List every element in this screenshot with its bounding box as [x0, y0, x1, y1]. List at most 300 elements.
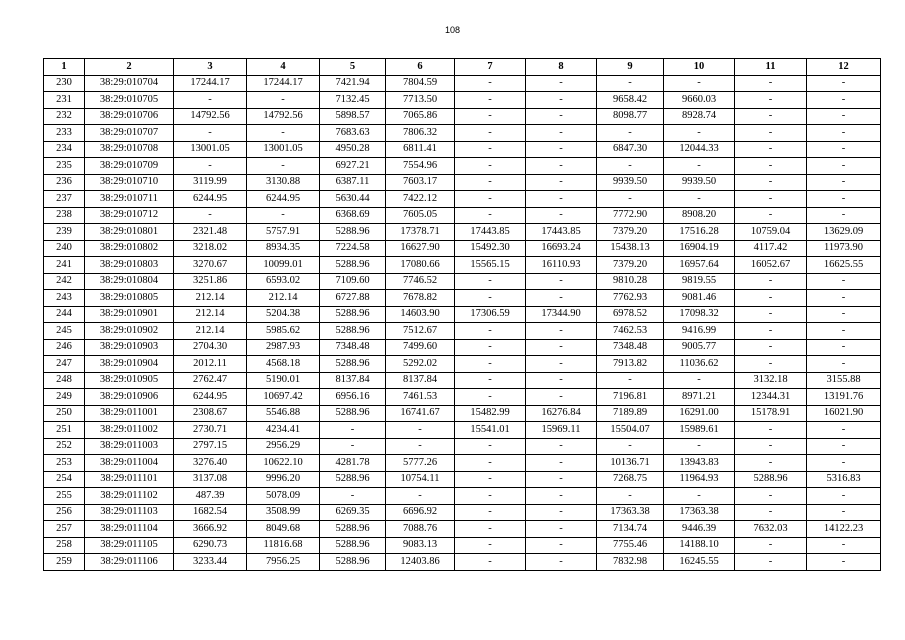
table-cell: - [455, 108, 526, 125]
table-cell: - [526, 75, 597, 92]
data-table [43, 58, 881, 571]
table-cell: 247 [44, 356, 85, 373]
table-cell: - [597, 75, 664, 92]
table-cell: - [735, 455, 807, 472]
table-cell: 16245.55 [664, 554, 735, 571]
table-cell: 233 [44, 125, 85, 142]
table-cell: 38:29:010711 [85, 191, 174, 208]
table-cell: - [247, 158, 320, 175]
table-cell: 251 [44, 422, 85, 439]
table-cell: - [455, 372, 526, 389]
table-cell: 6811.41 [386, 141, 455, 158]
table-cell: - [664, 158, 735, 175]
table-cell: 230 [44, 75, 85, 92]
table-cell: - [807, 273, 881, 290]
table-cell: 212.14 [174, 306, 247, 323]
table-cell: 7461.53 [386, 389, 455, 406]
table-cell: - [735, 339, 807, 356]
table-cell: - [664, 125, 735, 142]
table-cell: 38:29:010706 [85, 108, 174, 125]
table-cell: - [526, 554, 597, 571]
table-cell: 5204.38 [247, 306, 320, 323]
table-cell: - [807, 422, 881, 439]
table-cell: - [735, 108, 807, 125]
table-cell: 5288.96 [320, 257, 386, 274]
table-cell: 4234.41 [247, 422, 320, 439]
table-cell: - [807, 92, 881, 109]
table-row [44, 488, 881, 505]
table-cell: - [455, 521, 526, 538]
table-cell: 38:29:010705 [85, 92, 174, 109]
table-cell: 6727.88 [320, 290, 386, 307]
table-cell: 38:29:010804 [85, 273, 174, 290]
table-cell: 7913.82 [597, 356, 664, 373]
table-row [44, 174, 881, 191]
table-cell: 38:29:011004 [85, 455, 174, 472]
table-cell: - [526, 471, 597, 488]
table-cell: 16291.00 [664, 405, 735, 422]
table-cell: - [526, 537, 597, 554]
table-cell: 238 [44, 207, 85, 224]
table-cell: 3276.40 [174, 455, 247, 472]
table-cell: 16627.90 [386, 240, 455, 257]
table-cell: - [735, 174, 807, 191]
table-cell: 15178.91 [735, 405, 807, 422]
table-cell: - [735, 290, 807, 307]
page-number: 108 [444, 25, 461, 35]
table-cell: - [455, 290, 526, 307]
table-cell: 249 [44, 389, 85, 406]
table-cell: - [455, 471, 526, 488]
table-cell: 38:29:010903 [85, 339, 174, 356]
table-cell: 241 [44, 257, 85, 274]
table-cell: 3218.02 [174, 240, 247, 257]
table-cell: 15565.15 [455, 257, 526, 274]
table-cell: 38:29:010905 [85, 372, 174, 389]
table-cell: 14188.10 [664, 537, 735, 554]
table-cell: 16052.67 [735, 257, 807, 274]
table-cell: 7348.48 [320, 339, 386, 356]
table-row [44, 504, 881, 521]
table-cell: - [455, 339, 526, 356]
table-header [44, 59, 881, 76]
table-cell: - [807, 504, 881, 521]
table-cell: 7554.96 [386, 158, 455, 175]
table-cell: 38:29:011001 [85, 405, 174, 422]
table-cell: 6244.95 [174, 389, 247, 406]
column-header-9: 9 [597, 59, 664, 76]
table-cell: - [455, 389, 526, 406]
table-cell: - [735, 488, 807, 505]
table-cell: - [455, 191, 526, 208]
table-cell: - [807, 191, 881, 208]
table-cell: - [807, 108, 881, 125]
table-cell: 38:29:011102 [85, 488, 174, 505]
table-cell: - [526, 108, 597, 125]
table-cell: 14792.56 [174, 108, 247, 125]
table-cell: 38:29:010708 [85, 141, 174, 158]
table-cell: - [597, 438, 664, 455]
table-cell: 15438.13 [597, 240, 664, 257]
table-cell: 10622.10 [247, 455, 320, 472]
table-cell: 6244.95 [174, 191, 247, 208]
table-cell: 8049.68 [247, 521, 320, 538]
table-row [44, 306, 881, 323]
table-cell: 13191.76 [807, 389, 881, 406]
table-cell: 11964.93 [664, 471, 735, 488]
table-cell: 16741.67 [386, 405, 455, 422]
table-cell: 5288.96 [320, 306, 386, 323]
table-cell: 3137.08 [174, 471, 247, 488]
table-cell: 9810.28 [597, 273, 664, 290]
table-cell: 17244.17 [247, 75, 320, 92]
table-cell: 38:29:011103 [85, 504, 174, 521]
table-cell: 4281.78 [320, 455, 386, 472]
table-cell: - [807, 125, 881, 142]
table-cell: 234 [44, 141, 85, 158]
table-cell: 7772.90 [597, 207, 664, 224]
table-cell: 232 [44, 108, 85, 125]
table-cell: 5898.57 [320, 108, 386, 125]
table-cell: 5546.88 [247, 405, 320, 422]
table-cell: 13629.09 [807, 224, 881, 241]
table-cell: 10697.42 [247, 389, 320, 406]
table-cell: 38:29:010803 [85, 257, 174, 274]
table-cell: 7379.20 [597, 224, 664, 241]
table-cell: 2012.11 [174, 356, 247, 373]
table-cell: 5288.96 [320, 323, 386, 340]
table-cell: - [597, 372, 664, 389]
table-cell: - [247, 125, 320, 142]
table-cell: 237 [44, 191, 85, 208]
table-row [44, 92, 881, 109]
table-cell: 212.14 [174, 290, 247, 307]
table-cell: - [807, 207, 881, 224]
table-cell: 5316.83 [807, 471, 881, 488]
table-row [44, 158, 881, 175]
table-row [44, 75, 881, 92]
table-cell: 231 [44, 92, 85, 109]
table-cell: 10754.11 [386, 471, 455, 488]
table-cell: 7832.98 [597, 554, 664, 571]
table-cell: - [455, 455, 526, 472]
table-cell: - [455, 537, 526, 554]
table-cell: 2762.47 [174, 372, 247, 389]
table-cell: 38:29:010906 [85, 389, 174, 406]
table-cell: 7268.75 [597, 471, 664, 488]
table-cell: - [526, 273, 597, 290]
table-cell: 17363.38 [597, 504, 664, 521]
table-cell: 6978.52 [597, 306, 664, 323]
table-cell: 236 [44, 174, 85, 191]
table-cell: - [526, 438, 597, 455]
table-cell: 2987.93 [247, 339, 320, 356]
table-cell: 3251.86 [174, 273, 247, 290]
table-cell: 243 [44, 290, 85, 307]
table-cell: - [174, 207, 247, 224]
table-cell: 5985.62 [247, 323, 320, 340]
table-cell: 6269.35 [320, 504, 386, 521]
table-cell: 15504.07 [597, 422, 664, 439]
table-cell: 38:29:010902 [85, 323, 174, 340]
table-cell: 17378.71 [386, 224, 455, 241]
column-header-4: 4 [247, 59, 320, 76]
table-cell: 14792.56 [247, 108, 320, 125]
table-cell: - [735, 504, 807, 521]
table-row [44, 108, 881, 125]
table-cell: 7189.89 [597, 405, 664, 422]
table-cell: - [526, 323, 597, 340]
table-cell: 7462.53 [597, 323, 664, 340]
table-cell: 6956.16 [320, 389, 386, 406]
table-row [44, 339, 881, 356]
table-cell: 6368.69 [320, 207, 386, 224]
table-cell: - [455, 158, 526, 175]
table-cell: - [455, 356, 526, 373]
table-cell: - [807, 339, 881, 356]
table-cell: 17344.90 [526, 306, 597, 323]
table-cell: 2956.29 [247, 438, 320, 455]
table-cell: - [455, 488, 526, 505]
table-cell: 259 [44, 554, 85, 571]
table-row [44, 554, 881, 571]
table-cell: - [807, 455, 881, 472]
table-cell: 7713.50 [386, 92, 455, 109]
table-cell: - [526, 339, 597, 356]
table-cell: 212.14 [247, 290, 320, 307]
table-cell: 13943.83 [664, 455, 735, 472]
table-cell: 7422.12 [386, 191, 455, 208]
table-row [44, 141, 881, 158]
table-row [44, 356, 881, 373]
table-cell: 258 [44, 537, 85, 554]
table-cell: - [735, 554, 807, 571]
table-cell: 252 [44, 438, 85, 455]
table-cell: 7224.58 [320, 240, 386, 257]
table-cell: 5288.96 [320, 405, 386, 422]
table-cell: 17306.59 [455, 306, 526, 323]
table-cell: 38:29:011105 [85, 537, 174, 554]
table-row [44, 224, 881, 241]
table-cell: - [320, 488, 386, 505]
table-row [44, 372, 881, 389]
table-cell: 38:29:010904 [85, 356, 174, 373]
table-cell: 38:29:010707 [85, 125, 174, 142]
table-cell: 254 [44, 471, 85, 488]
table-cell: 4950.28 [320, 141, 386, 158]
table-cell: 38:29:010710 [85, 174, 174, 191]
table-cell: 7109.60 [320, 273, 386, 290]
table-cell: 5190.01 [247, 372, 320, 389]
table-cell: 15541.01 [455, 422, 526, 439]
table-cell: - [664, 488, 735, 505]
table-cell: 6593.02 [247, 273, 320, 290]
table-cell: 16693.24 [526, 240, 597, 257]
table-cell: - [735, 438, 807, 455]
table-cell: - [735, 141, 807, 158]
table-cell: - [597, 191, 664, 208]
column-header-5: 5 [320, 59, 386, 76]
table-cell: - [735, 537, 807, 554]
table-cell: 7806.32 [386, 125, 455, 142]
table-cell: - [455, 438, 526, 455]
table-cell: 3155.88 [807, 372, 881, 389]
table-cell: 10136.71 [597, 455, 664, 472]
table-row [44, 471, 881, 488]
table-cell: 3233.44 [174, 554, 247, 571]
table-row [44, 405, 881, 422]
table-cell: - [807, 488, 881, 505]
table-cell: - [526, 521, 597, 538]
table-row [44, 273, 881, 290]
table-cell: 7605.05 [386, 207, 455, 224]
table-cell: - [664, 438, 735, 455]
table-cell: - [386, 422, 455, 439]
table-cell: 4568.18 [247, 356, 320, 373]
table-cell: - [597, 158, 664, 175]
table-cell: - [455, 75, 526, 92]
table-cell: 7755.46 [597, 537, 664, 554]
table-cell: 38:29:010709 [85, 158, 174, 175]
table-cell: - [807, 141, 881, 158]
table-cell: 256 [44, 504, 85, 521]
table-cell: 17098.32 [664, 306, 735, 323]
table-cell: 38:29:011101 [85, 471, 174, 488]
table-row [44, 290, 881, 307]
table-cell: 17516.28 [664, 224, 735, 241]
table-cell: 12403.86 [386, 554, 455, 571]
table-cell: 7421.94 [320, 75, 386, 92]
table-row [44, 422, 881, 439]
table-cell: 3666.92 [174, 521, 247, 538]
table-cell: - [807, 290, 881, 307]
table-cell: 11973.90 [807, 240, 881, 257]
table-cell: 13001.05 [174, 141, 247, 158]
table-cell: - [526, 174, 597, 191]
table-cell: 246 [44, 339, 85, 356]
table-cell: 38:29:010801 [85, 224, 174, 241]
table-cell: - [735, 158, 807, 175]
table-cell: - [320, 438, 386, 455]
table-cell: - [735, 92, 807, 109]
table-cell: - [735, 422, 807, 439]
column-header-11: 11 [735, 59, 807, 76]
table-cell: 11036.62 [664, 356, 735, 373]
table-row [44, 455, 881, 472]
column-header-6: 6 [386, 59, 455, 76]
table-row [44, 207, 881, 224]
table-cell: 15989.61 [664, 422, 735, 439]
table-cell: - [174, 158, 247, 175]
table-cell: 7499.60 [386, 339, 455, 356]
table-cell: 16276.84 [526, 405, 597, 422]
table-cell: 38:29:010712 [85, 207, 174, 224]
table-cell: 245 [44, 323, 85, 340]
table-cell: 242 [44, 273, 85, 290]
table-cell: - [807, 356, 881, 373]
table-cell: - [735, 75, 807, 92]
table-cell: - [174, 92, 247, 109]
table-cell: 15492.30 [455, 240, 526, 257]
table-cell: - [735, 273, 807, 290]
table-cell: - [455, 504, 526, 521]
table-cell: 253 [44, 455, 85, 472]
table-cell: 8908.20 [664, 207, 735, 224]
table-row [44, 537, 881, 554]
table-cell: 7956.25 [247, 554, 320, 571]
table-cell: 9660.03 [664, 92, 735, 109]
table-cell: 17443.85 [526, 224, 597, 241]
table-cell: 2308.67 [174, 405, 247, 422]
column-header-8: 8 [526, 59, 597, 76]
table-cell: 15969.11 [526, 422, 597, 439]
table-cell: 5288.96 [735, 471, 807, 488]
table-cell: 250 [44, 405, 85, 422]
table-cell: - [664, 191, 735, 208]
table-cell: 16957.64 [664, 257, 735, 274]
table-cell: - [735, 191, 807, 208]
table-cell: 2730.71 [174, 422, 247, 439]
table-cell: - [247, 92, 320, 109]
table-cell: 17363.38 [664, 504, 735, 521]
table-cell: 9819.55 [664, 273, 735, 290]
table-cell: 1682.54 [174, 504, 247, 521]
column-header-10: 10 [664, 59, 735, 76]
table-cell: 8098.77 [597, 108, 664, 125]
table-cell: 15482.99 [455, 405, 526, 422]
table-cell: 5078.09 [247, 488, 320, 505]
table-cell: - [455, 273, 526, 290]
table-cell: - [526, 125, 597, 142]
table-cell: 8928.74 [664, 108, 735, 125]
table-cell: - [526, 290, 597, 307]
table-cell: - [526, 455, 597, 472]
table-cell: 7762.93 [597, 290, 664, 307]
table-cell: 7196.81 [597, 389, 664, 406]
table-cell: - [386, 488, 455, 505]
table-cell: 2321.48 [174, 224, 247, 241]
table-cell: - [735, 207, 807, 224]
table-cell: 8934.35 [247, 240, 320, 257]
table-row [44, 521, 881, 538]
table-cell: 5292.02 [386, 356, 455, 373]
table-body [44, 75, 881, 570]
table-cell: - [807, 174, 881, 191]
table-cell: 7348.48 [597, 339, 664, 356]
table-cell: 6696.92 [386, 504, 455, 521]
table-cell: - [320, 422, 386, 439]
table-cell: 6290.73 [174, 537, 247, 554]
table-cell: 14603.90 [386, 306, 455, 323]
table-cell: 17244.17 [174, 75, 247, 92]
table-cell: 12044.33 [664, 141, 735, 158]
table-cell: 6847.30 [597, 141, 664, 158]
table-cell: - [455, 554, 526, 571]
table-cell: 16904.19 [664, 240, 735, 257]
table-cell: - [807, 438, 881, 455]
table-cell: 7065.86 [386, 108, 455, 125]
table-cell: 3119.99 [174, 174, 247, 191]
table-cell: 38:29:011002 [85, 422, 174, 439]
table-cell: - [455, 207, 526, 224]
table-cell: 5288.96 [320, 537, 386, 554]
table-cell: 7512.67 [386, 323, 455, 340]
table-cell: - [526, 207, 597, 224]
table-row [44, 389, 881, 406]
table-row [44, 191, 881, 208]
table-cell: 16625.55 [807, 257, 881, 274]
table-row [44, 323, 881, 340]
